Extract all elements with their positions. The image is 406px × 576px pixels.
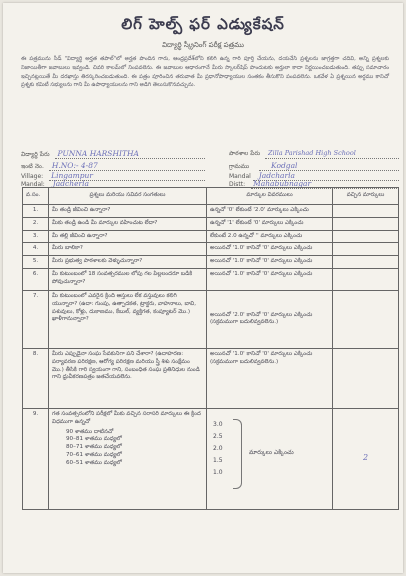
house-no-label: ఇంటి నెం. <box>21 163 44 170</box>
row-marks-obtained[interactable] <box>333 348 399 408</box>
table-row <box>23 348 399 408</box>
row-marks-rule: లేకుంటే 2.0 ఉన్నచో '' మార్కులు ఎక్కించు <box>207 230 333 243</box>
row-number: 7. <box>23 290 49 348</box>
row-marks-obtained[interactable] <box>333 205 399 218</box>
student-name-label: విద్యార్థి పేరు <box>21 151 50 158</box>
district-label: Distt: <box>229 181 246 188</box>
row-marks-obtained[interactable] <box>333 290 399 348</box>
village2-label: Village: <box>21 173 44 180</box>
table-header-row <box>23 188 399 205</box>
student-name-value: PUNNA HARSHITHA <box>57 149 139 158</box>
row-marks-obtained[interactable] <box>333 217 399 230</box>
row-question: మీ తండ్రి జీవించి ఉన్నారా? <box>49 205 207 218</box>
row-marks-obtained[interactable] <box>333 268 399 290</box>
row-question: మీ తల్లి జీవించి ఉన్నారా? <box>49 230 207 243</box>
list-item: 80–71 శాతము మధ్యలో <box>66 444 122 451</box>
row-marks-obtained[interactable] <box>333 408 399 509</box>
mandal2-label: Mandal: <box>21 181 45 188</box>
row-marks-obtained[interactable] <box>333 243 399 256</box>
row-marks-rule: అయినచో '1.0' కానిచో '0' మార్కులు ఎక్కించు <box>207 268 333 290</box>
marks-scale <box>207 409 332 509</box>
list-item: 90–81 శాతము మధ్యలో <box>66 436 122 443</box>
row-number: 3. <box>23 230 49 243</box>
row-number: 1. <box>23 205 49 218</box>
row-marks-rule <box>207 290 333 348</box>
row-number: 2. <box>23 217 49 230</box>
table-row <box>23 217 399 230</box>
row-marks-rule-text: మార్కులు ఎక్కించు <box>249 448 294 456</box>
row-number: 6. <box>23 268 49 290</box>
questions-table <box>22 187 399 510</box>
row-number: 5. <box>23 256 49 269</box>
row-question: మీరు ఎప్పుడైనా సంఘ సేవకునిగా పని చేశారా? (ఉదాహరణ: పర్యావరణ పరిరక్షణ, ఆరోగ్య పరిరక్షణ మరియు స్త్రీ శిశు సంక్షేమం మొ.) తీసికి గారి స్వయంగా గాని, సంబంధిత సంఘ ప్రతినిధుల నుండి గాని ధ్రువీకరణపత్రం జతచేయవలెను. <box>49 348 207 408</box>
form-subtitle: విద్యార్థి స్క్రీనింగ్ పరీక్ష పత్రము <box>162 41 244 49</box>
school-name-underline <box>265 158 399 159</box>
table-row <box>23 268 399 290</box>
row-number: 9. <box>23 408 49 509</box>
mandal2-value: Jadcherla <box>52 179 89 188</box>
brace-icon <box>233 419 242 489</box>
grade-range-list <box>52 429 203 468</box>
marks-scale-values <box>213 419 223 479</box>
row-marks-rule <box>207 348 333 408</box>
scale-value: 1.5 <box>213 456 223 464</box>
table-row <box>23 205 399 218</box>
scale-value: 3.0 <box>213 420 223 428</box>
house-no-value: H.NO:- 4-87 <box>51 161 98 170</box>
row-marks-rule-text: అయినచో '2.0' కానిచో '0' మార్కులు ఎక్కించు <box>210 311 313 318</box>
row-question: మీరు ప్రభుత్వ పాఠశాలకు వెళ్ళుచున్నారా? <box>49 256 207 269</box>
student-name-underline <box>55 158 205 159</box>
col-header-marks-details: మార్కుల వివరములు <box>207 188 333 205</box>
row-question: మీ కుటుంబంలో ఎవరైన క్రింది ఆస్తులు లేక వస్తువులు కలిగి యున్నారా? (ఉదా: గుంపు, ఉత్పాదకత, ట్రాక్టరు, వాహనాలు, బావి, పశువులు, కోళ్లు, దుకాణము, కేబుల్, వ్యక్తిగత, కంప్యూటర్ మొ.) ఖాళీగానున్నారా? <box>49 290 207 348</box>
row-marks-rule: ఉన్నచో '1' లేకుంటే '0' మార్కులు ఎక్కించు <box>207 217 333 230</box>
village2-value: Lingampur <box>51 171 93 180</box>
scale-value: 2.5 <box>213 432 223 440</box>
row-marks-obtained[interactable] <box>333 230 399 243</box>
row-number: 8. <box>23 348 49 408</box>
row-marks-rule-text: అయినచో '1.0' కానిచో '0' మార్కులు ఎక్కించు <box>210 350 313 357</box>
form-title: లిగ్‌ హెల్ప్ ఫర్ ఎడ్యుకేషన్ <box>121 15 285 33</box>
village-label: గ్రామము <box>229 163 250 170</box>
village-value: Kodgal <box>271 161 298 170</box>
list-item: 70–61 శాతము మధ్యలో <box>66 451 122 458</box>
instructions-paragraph: ఈ పత్రమును సీడ్ "విద్యార్థి అర్హత తపాల్"లో అర్హత పొందిన గారు, ఆంధ్రప్రదేశ్‌లోని కలిగి ఉన్న గారి పూర్తి చేయను, దయచేసి ప్రశ్నలను జాగ్రత్తగా చదివి, అన్ని ప్రశ్నలకు నిజాయితీగా జవాబులు ఇవ్వండి. చివరి కాలమ్‌లో నింపవలెను. ఈ జవాబుల ఆధారంగానే మీరు స్కాలర్‌షిప్ పొందుటకు అర్హులా కాదా నిర్ణయించబడుతుంది. తప్పు సమాచారం ఇచ్చినట్లయితే మీ దరఖాస్తు తిరస్కరించబడుతుంది. ఈ పత్రం పూరించిన తరువాత మీ ప్రధానోపాధ్యాయుల సంతకం తీసుకొని పంపవలెను. ఒకవేళ ఏ ప్రశ్నయిన అర్థము కానిచో ప్రశ్నకు కమిటీ సభ్యులను గాని మీ ఉపాధ్యాయులను గాని అడిగి తెలుసుకొనవచ్చును. <box>21 56 389 89</box>
mandal-label: Mandal <box>229 173 251 180</box>
table-row <box>23 230 399 243</box>
school-name-value: Zilla Parishad High School <box>268 149 356 157</box>
district-value: Mahabubnagar <box>253 179 312 188</box>
scale-value: 1.0 <box>213 468 223 476</box>
col-header-question: ప్రశ్నలు మరియు సవివర సంగతులు <box>49 188 207 205</box>
list-item: 60–51 శాతము మధ్యలో <box>66 459 122 466</box>
col-header-serial: వ.సం. <box>23 188 49 205</box>
table-row <box>23 408 399 509</box>
row-marks-rule: అయినచో '1.0' కానిచో '0' మార్కులు ఎక్కించు <box>207 256 333 269</box>
table-row <box>23 243 399 256</box>
row-question: మీరు బాలికా? <box>49 243 207 256</box>
col-header-marks-obtained: వచ్చిన మార్కులు <box>333 188 399 205</box>
row-question-text: గత సంవత్సరంలోని పరీక్షలో మీకు వచ్చిన సరాసరి మార్కులు ఈ క్రింద విధముగా ఉన్నచో <box>52 410 201 425</box>
row-marks-rule <box>207 408 333 509</box>
school-name-field <box>229 149 356 158</box>
school-name-label: పాఠశాల పేరు <box>229 150 261 157</box>
row-marks-rule: అయినచో '1.0' కానిచో '0' మార్కులు ఎక్కించు <box>207 243 333 256</box>
row-marks-rule: ఉన్నచో '0' లేకుంటే '2.0' మార్కులు ఎక్కించు <box>207 205 333 218</box>
table-row <box>23 256 399 269</box>
list-item: 90 శాతము దాటినచో <box>66 428 114 435</box>
row-marks-note: (సక్రమముగా బదులివ్వవలెను.) <box>210 319 279 326</box>
row-question <box>49 408 207 509</box>
marks-obtained-value: 2 <box>362 453 369 463</box>
row-number: 4. <box>23 243 49 256</box>
row-question: మీ కుటుంబంలో 18 సంవత్సరముల లోపు గల పిల్లలందరూ బడికి పోవుచున్నారా? <box>49 268 207 290</box>
table-row <box>23 290 399 348</box>
scale-value: 2.0 <box>213 444 223 452</box>
mandal-value: Jadcharla <box>258 171 295 180</box>
row-marks-note: (సక్రమముగా బదులివ్వవలెను.) <box>210 358 279 365</box>
row-question: మీకు తండ్రి ఉండి మీ మార్కుల వహించుట లేదా? <box>49 217 207 230</box>
row-marks-obtained[interactable] <box>333 256 399 269</box>
